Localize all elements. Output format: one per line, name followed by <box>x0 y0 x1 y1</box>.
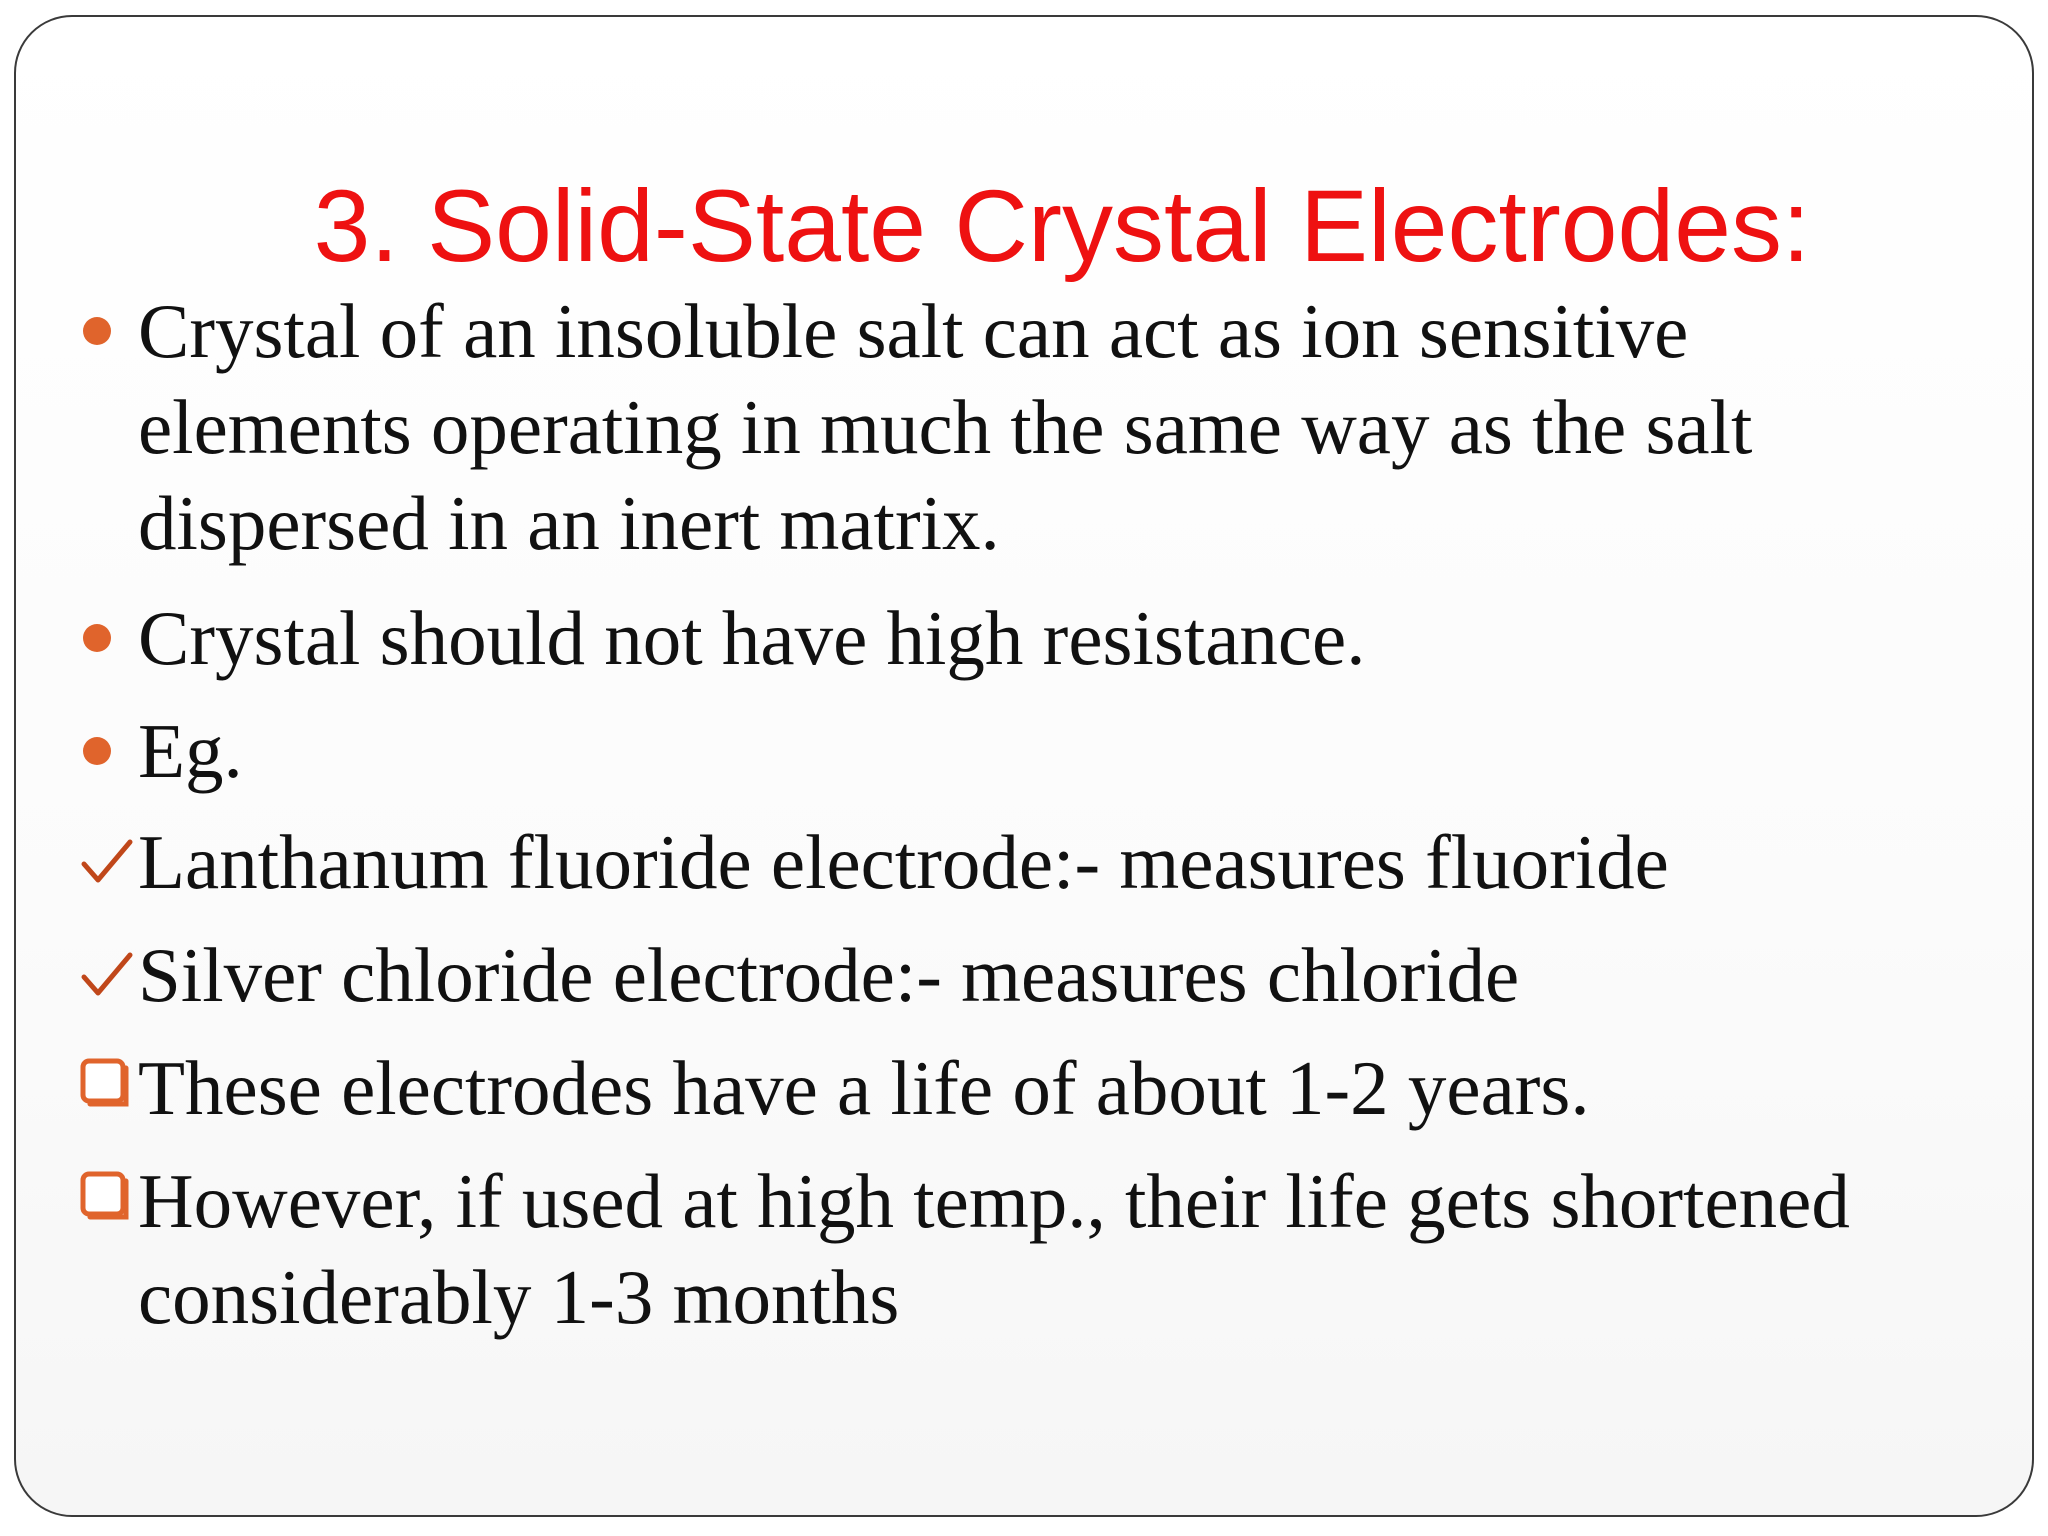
bullet-item-1-line-1: Crystal of an insoluble salt can act as ion sensitive <box>138 288 1689 374</box>
bullet-item-2 <box>138 590 1998 686</box>
bullet-dot-icon <box>83 317 111 345</box>
bullet-item-3-line-1: Eg. <box>138 708 243 794</box>
checkmark-icon <box>80 838 134 886</box>
bullet-dot-icon <box>83 624 111 652</box>
bullet-item-1 <box>138 283 1998 571</box>
bullet-item-7-line-1: However, if used at high temp., their life gets shortened <box>138 1158 1850 1244</box>
bullet-item-6-line-1: These electrodes have a life of about 1-2 years. <box>138 1045 1590 1131</box>
bullet-dot-icon <box>83 737 111 765</box>
bullet-item-4 <box>138 814 1998 910</box>
checkmark-icon <box>80 951 134 999</box>
bullet-item-1-line-3: dispersed in an inert matrix. <box>138 480 1000 566</box>
bullet-item-1-line-2: elements operating in much the same way as the salt <box>138 384 1753 470</box>
bullet-item-6 <box>138 1040 1998 1136</box>
bullet-item-4-line-1: Lanthanum fluoride electrode:- measures fluoride <box>138 819 1669 905</box>
checkbox-bullet-icon <box>80 1058 132 1110</box>
bullet-item-3 <box>138 703 1998 799</box>
checkbox-bullet-icon <box>80 1171 132 1223</box>
bullet-item-2-line-1: Crystal should not have high resistance. <box>138 595 1366 681</box>
bullet-item-7-line-2: considerably 1-3 months <box>138 1254 900 1340</box>
bullet-item-7 <box>138 1153 1998 1345</box>
bullet-item-5-line-1: Silver chloride electrode:- measures chloride <box>138 932 1520 1018</box>
bullet-item-5 <box>138 927 1998 1023</box>
slide-title: 3. Solid-State Crystal Electrodes: <box>313 169 1811 283</box>
